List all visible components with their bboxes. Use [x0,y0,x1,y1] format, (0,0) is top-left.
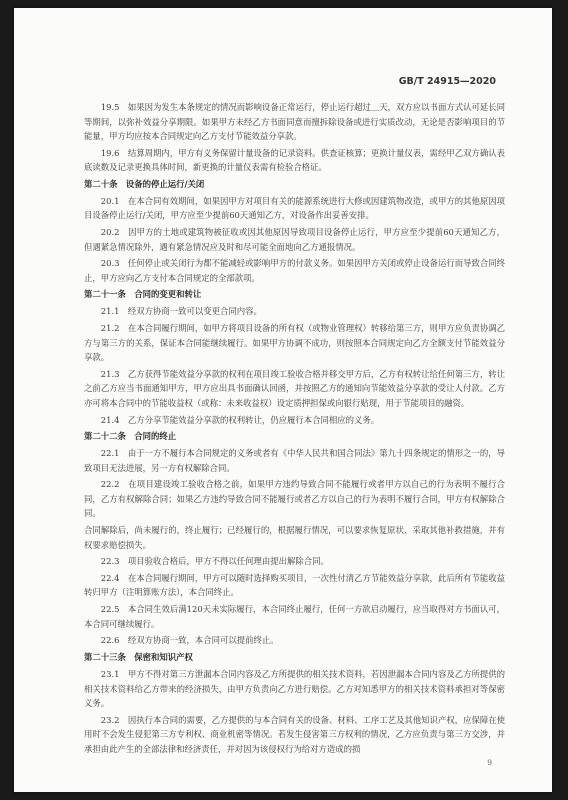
section-heading: 第二十二条 合同的终止 [84,431,177,442]
clause-paragraph: 23.1 甲方不得对第三方泄漏本合同内容及乙方所提供的相关技术资料，若因泄漏本合同内容及乙方所提供的相关技术资料给乙方带来的经济损失，由甲方负责向乙方进行赔偿。乙方对知悉甲方的相关技术资料承担对等保密义务。 [84,669,505,708]
clause-paragraph: 22.1 由于一方不履行本合同规定的义务或者有《中华人民共和国合同法》第九十四条规定的情形之一的，导致项目无法进展，另一方有权解除合同。 [84,448,505,473]
document-page [14,8,552,792]
page-number: 9 [487,758,492,767]
clause-paragraph: 20.3 任何停止或关闭行为都不能减轻或影响甲方的付款义务。如果因甲方关闭或停止设备运行而导致合同终止，甲方应向乙方支付本合同规定的全部款项。 [84,258,505,283]
clause-paragraph: 20.1 在本合同有效期间，如果因甲方对项目有关的能源系统进行大修或因建筑物改造，或甲方的其他原因项目设备停止运行/关闭，甲方应至少提前60天通知乙方，对设备作出妥善安排。 [84,195,505,221]
clause-paragraph: 22.6 经双方协商一致，本合同可以提前终止。 [100,635,279,646]
clause-paragraph: 22.4 在本合同履行期间，甲方可以随时选择购买项目，一次性付清乙方节能效益分享款，此后所有节能收益转归甲方（注明算账方法），本合同终止。 [84,572,505,598]
clause-paragraph: 22.3 项目验收合格后，甲方不得以任何理由提出解除合同。 [100,556,329,567]
clause-paragraph: 19.6 结算周期内，甲方有义务保留计量设备的记录资料。供查证核算；更换计量仪表，需经甲乙双方确认表底读数及记录更换具体时间，新更换的计量仪表需有检验合格证。 [84,147,505,173]
clause-paragraph: 21.1 经双方协商一致可以变更合同内容。 [100,306,262,317]
document-body [84,100,505,758]
clause-paragraph: 21.3 乙方获得节能效益分享款的权利在项目竣工验收合格并移交甲方后，乙方有权转让给任何第三方，转让之前乙方应当书面通知甲方，甲方应出具书面确认回函，并按照乙方的通知向节能效益分享款的受让人付款。乙方亦可将本合同中的节能收益权（或称：未来收益权）设定质押担保或向银行贴现，用于节能项目的融资。 [84,368,505,408]
clause-paragraph: 22.5 本合同生效后满120天未实际履行，本合同终止履行，任何一方欲启动履行，应当取得对方书面认可，本合同可继续履行。 [84,604,505,629]
clause-paragraph: 20.2 因甲方的土地或建筑物被征收或因其他原因导致项目设备停止运行，甲方应至少提前60天通知乙方，但遇紧急情况除外，遇有紧急情况应及时和尽可能全面地向乙方通报情况。 [84,227,505,252]
section-heading: 第二十一条 合同的变更和转让 [84,289,202,300]
section-heading: 第二十条 设备的停止运行/关闭 [84,178,205,189]
clause-paragraph: 22.2 在项目建设竣工验收合格之前，如果甲方违约导致合同不能履行或者甲方以自己的行为表明不履行合同，乙方有权解除合同；如果乙方违约导致合同不能履行或者乙方以自己的行为表明不履行合同，甲方有权解除合同。 [84,479,505,519]
clause-paragraph: 21.2 在本合同履行期间，如甲方将项目设备的所有权（或物业管理权）转移给第三方，则甲方应负责协调乙方与第三方的关系，保证本合同能继续履行。如果甲方协调不成功，则按照本合同规定向乙方全额支付节能效益分享款。 [84,323,505,363]
paragraph-continuation: 合同解除后，尚未履行的，终止履行；已经履行的，根据履行情况，可以要求恢复原状、采取其他补救措施，并有权要求赔偿损失。 [84,525,505,550]
clause-paragraph: 19.5 如果因为发生本条规定的情况而影响设备正常运行，停止运行超过＿天，双方应以书面方式认可延长同等期间，以弥补效益分享期限。如果甲方未经乙方书面同意而擅拆除设备或进行实质改动，无论是否影响项目的节能量，甲方均应按本合同规定向乙方支付节能效益分享款。 [84,102,505,141]
clause-paragraph: 21.4 乙方分享节能效益分享款的权利转让，仍应履行本合同相应的义务。 [100,414,380,425]
section-heading: 第二十三条 保密和知识产权 [84,652,193,662]
standard-code: GB/T 24915—2020 [398,76,496,87]
clause-paragraph: 23.2 因执行本合同的需要，乙方提供的与本合同有关的设备、材料、工序工艺及其他知识产权，应保障在使用时不会发生侵犯第三方专利权、商业机密等情况。若发生侵害第三方权利的情况，乙方应负责与第三方交涉，并承担由此产生的全部法律和经济责任，并对因为该侵权行为给对方造成的损 [84,714,505,754]
